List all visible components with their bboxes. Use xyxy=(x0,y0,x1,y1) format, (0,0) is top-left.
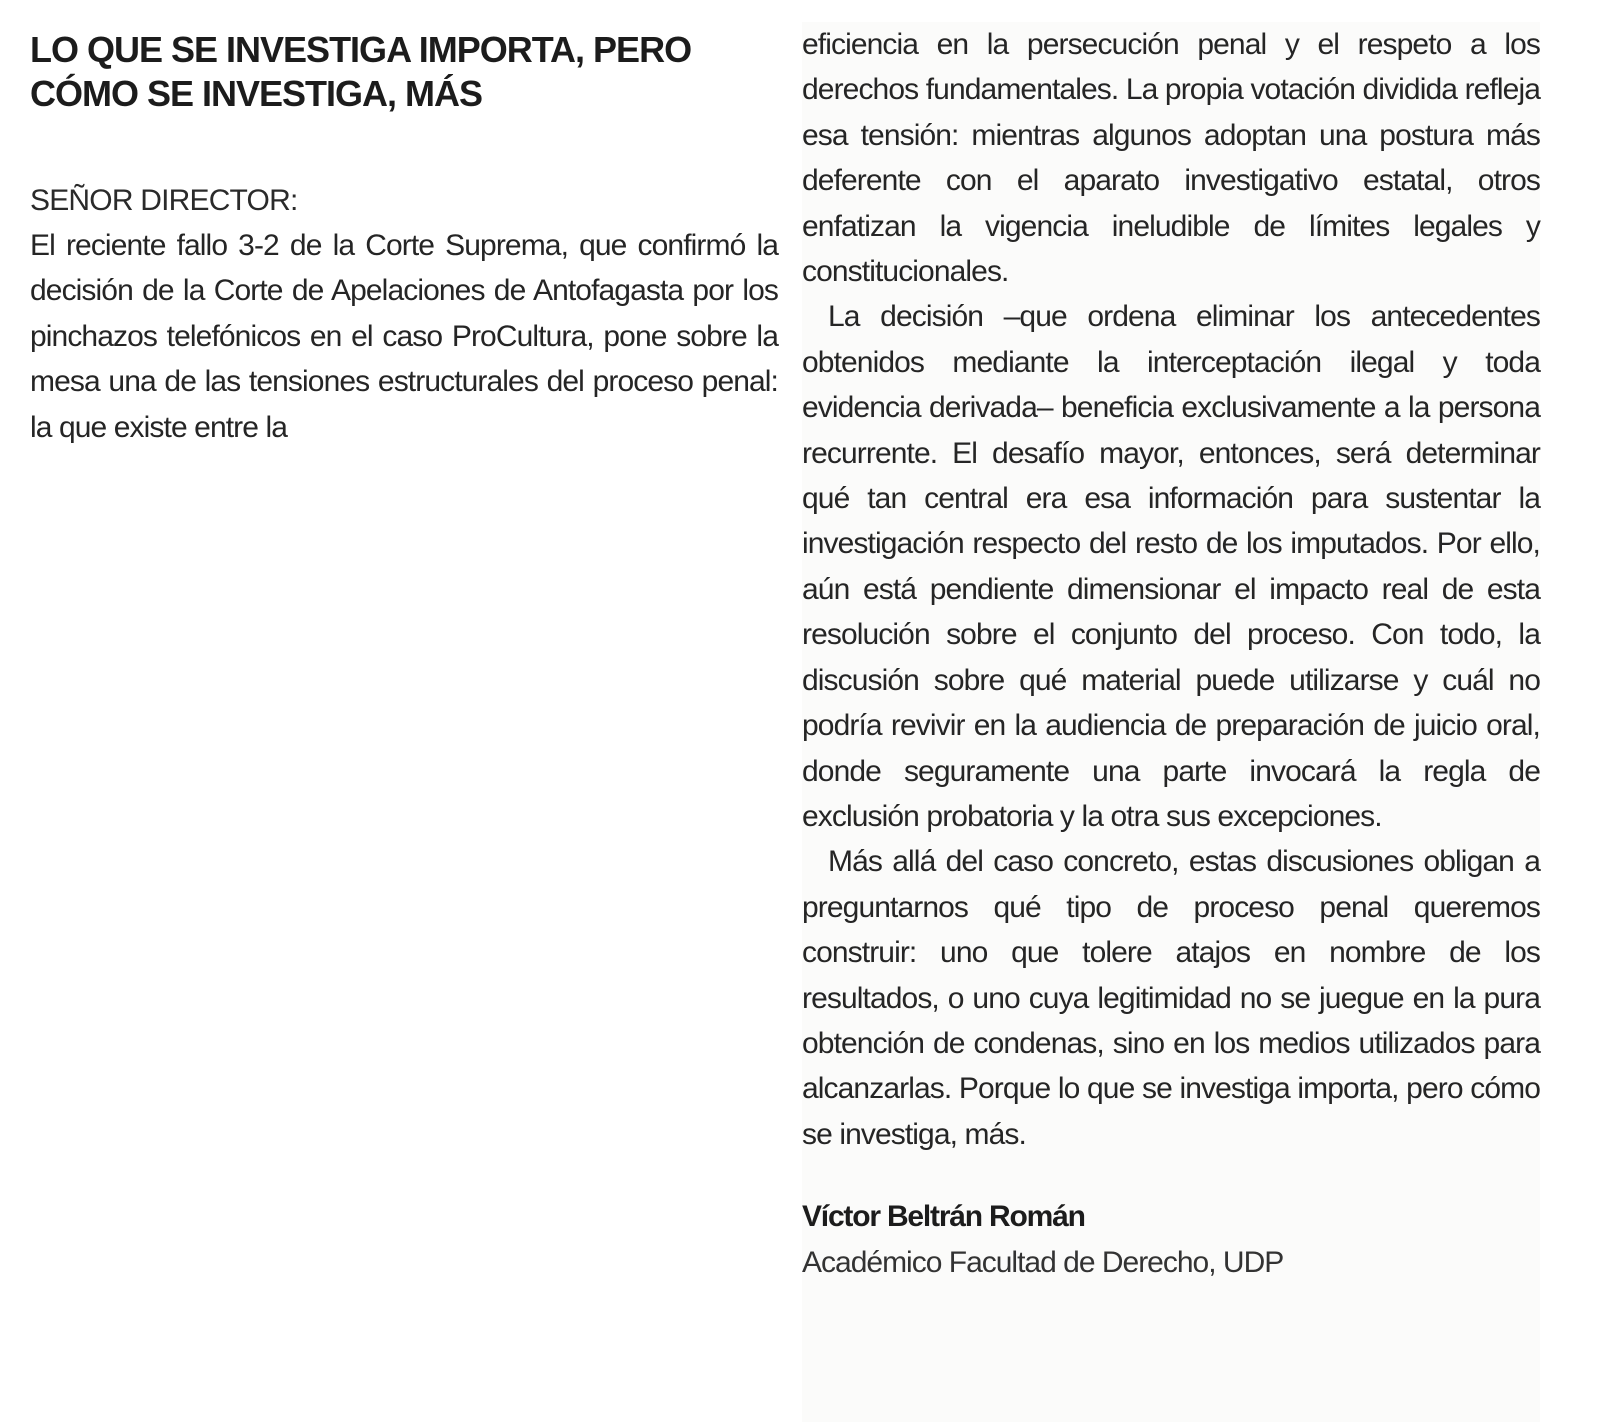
paragraph-2: La decisión –que ordena eliminar los antecedentes obtenidos mediante la interceptación ilegal y toda evidencia derivada– beneficia exclusivamente a la persona recurrente. El desafío mayor, entonces, será determinar qué tan central era esa información para sustentar la investigación respecto del resto de los imputados. Por ello, aún está pendiente dimensionar el impacto real de esta resolución sobre el conjunto del proceso. Con todo, la discusión sobre qué material puede utilizarse y cuál no podría revivir en la audiencia de preparación de juicio oral, donde seguramente una parte invocará la regla de exclusión probatoria y la otra sus excepciones. xyxy=(802,300,1540,833)
left-column xyxy=(30,28,778,450)
paragraph-3: Más allá del caso concreto, estas discusiones obligan a preguntarnos qué tipo de proceso penal queremos construir: uno que tolere atajos en nombre de los resultados, o uno cuya legitimidad no se juegue en la pura obtención de condenas, sino en los medios utilizados para alcanzarlas. Porque lo que se investiga importa, pero cómo se investiga, más. xyxy=(802,845,1540,1151)
signature xyxy=(802,1195,1540,1287)
headline: LO QUE SE INVESTIGA IMPORTA, PERO CÓMO SE INVESTIGA, MÁS xyxy=(30,29,692,114)
salutation: SEÑOR DIRECTOR: xyxy=(30,184,298,217)
author-name: Víctor Beltrán Román xyxy=(802,1200,1085,1234)
paragraph-1-right: eficiencia en la persecución penal y el respeto a los derechos fundamentales. La propia votación dividida refleja esa tensión: mientras algunos adoptan una postura más deferente con el aparato investigativo estatal, otros enfatizan la vigencia ineludible de límites legales y constitucionales. xyxy=(802,28,1540,289)
right-column xyxy=(802,22,1540,1422)
paragraph-1-left: El reciente fallo 3-2 de la Corte Suprema, que confirmó la decisión de la Corte de Apelaciones de Antofagasta por los pinchazos telefónicos en el caso ProCultura, pone sobre la mesa una de las tensiones estructurales del proceso penal: la que existe entre la xyxy=(30,229,778,444)
author-affiliation: Académico Facultad de Derecho, UDP xyxy=(802,1246,1284,1280)
